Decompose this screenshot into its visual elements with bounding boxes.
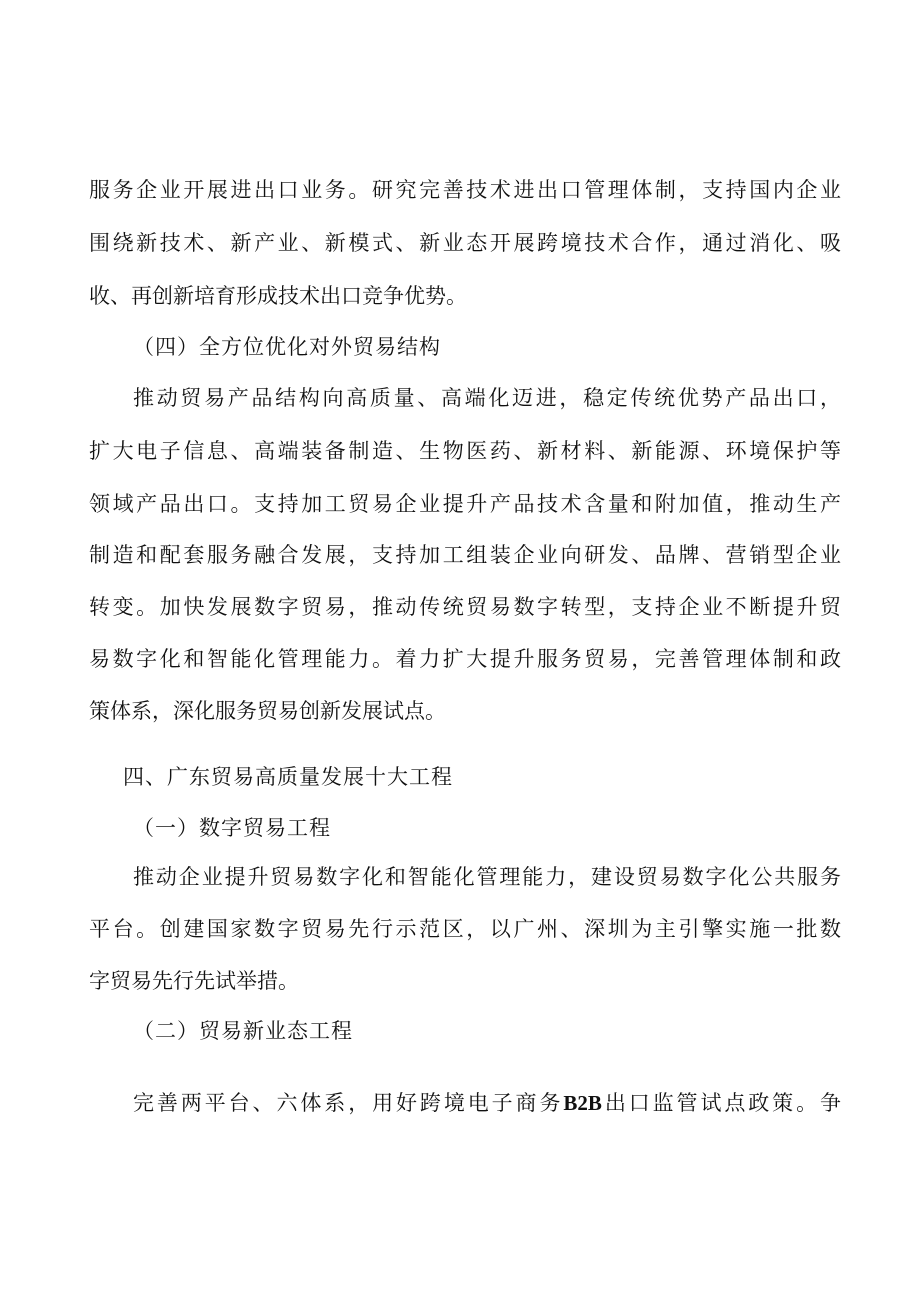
paragraph-line: 推动贸易产品结构向高质量、高端化迈进，稳定传统优势产品出口， [133,386,841,410]
subheading-digital-trade: （一）数字贸易工程 [133,816,331,840]
paragraph-line: 围绕新技术、新产业、新模式、新业态开展跨境技术合作，通过消化、吸 [89,231,841,255]
paragraph-line: 字贸易先行先试举措。 [89,969,299,993]
paragraph-line: 服务企业开展进出口业务。研究完善技术进出口管理体制，支持国内企业 [89,178,841,202]
text-run: 完善两平台、六体系，用好跨境电子商务 [133,1091,564,1115]
section-heading: 四、广东贸易高质量发展十大工程 [123,765,453,789]
paragraph-line: 收、再创新培育形成技术出口竞争优势。 [89,284,467,308]
paragraph-line: 平台。创建国家数字贸易先行示范区，以广州、深圳为主引擎实施一批数 [89,917,841,941]
subheading-optimize-structure: （四）全方位优化对外贸易结构 [133,335,441,359]
paragraph-line: 策体系，深化服务贸易创新发展试点。 [89,699,446,723]
b2b-term: B2B [563,1091,602,1115]
paragraph-line: 扩大电子信息、高端装备制造、生物医药、新材料、新能源、环境保护等 [89,439,841,463]
paragraph-line: 转变。加快发展数字贸易，推动传统贸易数字转型，支持企业不断提升贸 [89,595,841,619]
paragraph-line: 易数字化和智能化管理能力。着力扩大提升服务贸易，完善管理体制和政 [89,647,841,671]
paragraph-line: 领域产品出口。支持加工贸易企业提升产品技术含量和附加值，推动生产 [89,492,841,516]
paragraph-line [133,1088,841,1118]
text-run: 出口监管试点政策。争 [601,1091,842,1115]
subheading-new-trade-formats: （二）贸易新业态工程 [133,1019,353,1043]
paragraph-line: 推动企业提升贸易数字化和智能化管理能力，建设贸易数字化公共服务 [133,865,841,889]
paragraph-line: 制造和配套服务融合发展，支持加工组装企业向研发、品牌、营销型企业 [89,543,841,567]
